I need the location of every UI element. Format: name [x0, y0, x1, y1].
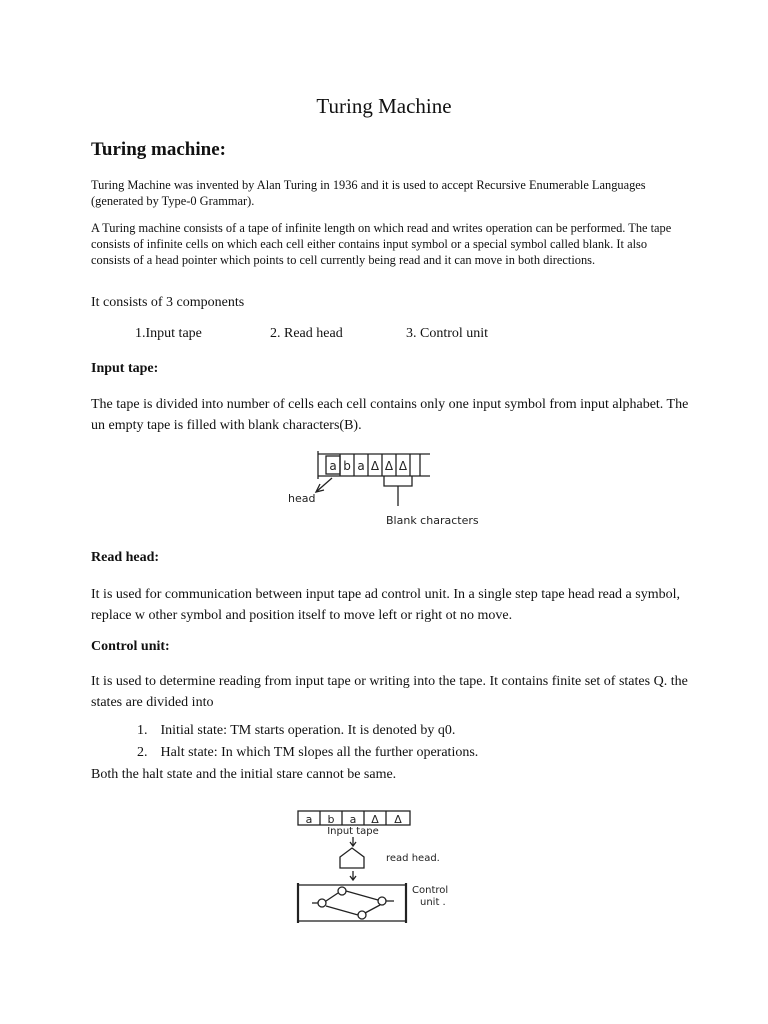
- read-head-paragraph: It is used for communication between input tape ad control unit. In a single step tape head read a symbol, replace w other symbol and position itself to move left or right ot no move.: [91, 587, 680, 623]
- state-node: [358, 911, 366, 919]
- tape-cell-symbol: a: [357, 459, 365, 473]
- list-item-text: Initial state: TM starts operation. It is denoted by q0.: [160, 723, 456, 738]
- input-tape-label: Input tape: [327, 826, 379, 837]
- list-item: [137, 745, 478, 761]
- tape-cell-symbol: Δ: [384, 459, 394, 473]
- list-item: [137, 723, 455, 739]
- tape-cell-symbol: Δ: [371, 813, 379, 826]
- tape-cell-symbol: Δ: [398, 459, 408, 473]
- state-node: [378, 897, 386, 905]
- tape-cell-symbol: a: [305, 813, 313, 826]
- intro-paragraph-2: A Turing machine consists of a tape of infinite length on which read and writes operation can be performed. The tape consists of infinite cells on which each cell either contains input symbol or a special symbol called blank. It also consists of a head pointer which points to cell currently being read and it can move in both directions.: [91, 221, 672, 267]
- input-tape-paragraph: The tape is divided into number of cells each cell contains only one input symbol from input alphabet. The un empty tape is filled with blank characters(B).: [91, 397, 689, 433]
- tape-cell-symbol: a: [349, 813, 357, 826]
- list-item-text: Halt state: In which TM slopes all the further operations.: [160, 745, 479, 760]
- blank-bracket: [384, 476, 412, 486]
- state-edge: [326, 893, 338, 901]
- list-item-number: 1.: [137, 723, 148, 738]
- control-unit-paragraph: It is used to determine reading from input tape or writing into the tape. It contains finite set of states Q. the states are divided into: [91, 674, 688, 710]
- tape-cell-symbol: b: [343, 459, 351, 473]
- read-head-label: read head.: [386, 853, 440, 864]
- read-head-shape: [340, 848, 364, 868]
- page-title: Turing Machine: [316, 94, 452, 118]
- head-pointer-arrow: [316, 478, 332, 492]
- list-item-number: 2.: [137, 745, 148, 760]
- state-node: [318, 899, 326, 907]
- unit-label: unit .: [420, 897, 446, 908]
- tape-cell-symbol: b: [327, 813, 335, 826]
- closing-sentence: Both the halt state and the initial stare cannot be same.: [91, 767, 397, 782]
- components-intro: It consists of 3 components: [91, 295, 245, 310]
- component-read-head: 2. Read head: [270, 326, 343, 341]
- tape-diagram: [280, 448, 490, 536]
- tape-cell-symbol: Δ: [394, 813, 402, 826]
- state-edge: [326, 906, 358, 915]
- section-heading: Turing machine:: [91, 139, 226, 160]
- control-label: Control: [412, 885, 449, 896]
- tape-cell-symbol: a: [329, 459, 337, 473]
- intro-paragraph-1: Turing Machine was invented by Alan Turing in 1936 and it is used to accept Recursive Enumerable Languages (generated by Type-0 Grammar).: [91, 178, 646, 208]
- head-label: head: [288, 492, 316, 505]
- state-node: [338, 887, 346, 895]
- input-tape-heading: Input tape:: [91, 361, 159, 376]
- state-edge: [346, 891, 378, 900]
- state-edge: [365, 905, 380, 913]
- blank-characters-label: Blank characters: [386, 514, 479, 527]
- component-input-tape: 1.Input tape: [135, 326, 202, 341]
- tape-cell-symbol: Δ: [370, 459, 380, 473]
- read-head-heading: Read head:: [91, 550, 160, 565]
- component-control-unit: 3. Control unit: [406, 326, 489, 341]
- control-unit-heading: Control unit:: [91, 639, 170, 654]
- turing-machine-diagram: [290, 803, 490, 928]
